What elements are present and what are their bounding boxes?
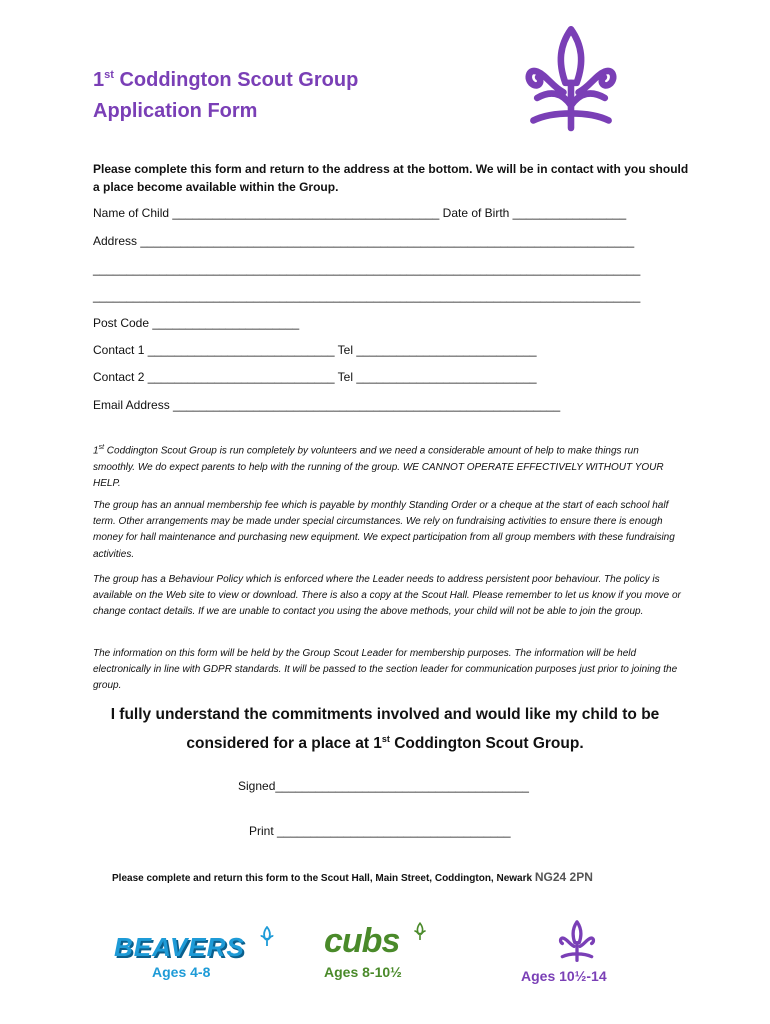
membership-fee-paragraph: The group has an annual membership fee which is payable by monthly Standing Order or a cheque at the start of each school half term. Other arrangements may be made under special circumstances. We rely on fundraising activities to ensure there is enough money for hall maintenance and purchasing new equipment. We expect participation from all group members with these fundraising activities. [93, 500, 675, 560]
print-field[interactable]: Print ___________________________________ [249, 824, 511, 838]
behaviour-policy-paragraph: The group has a Behaviour Policy which is enforced where the Leader needs to address persistent poor behaviour. The policy is available on the Web site to view or download. There is also a copy at the Scout Hall. Please remember to let us know if you move or change contact details. If we are unable to contact you using the above methods, your child will not be able to join the group. [93, 574, 681, 618]
scouts-badge [515, 920, 645, 990]
child-name-dob-field[interactable]: Name of Child ________________________________________ Date of Birth _________________ [93, 206, 627, 220]
volunteer-paragraph: 1st Coddington Scout Group is run completely by volunteers and we need a considerable amount of help to make things run smoothly. We do expect parents to help with the running of the group. WE CANNOT OPERATE EFFECTIVELY WITHOUT YOUR HELP. [93, 444, 664, 489]
scouts-ages-label: Ages 10½-14 [521, 968, 607, 984]
address-line-2-field[interactable]: __________________________________________________________________________________ [93, 262, 641, 276]
beavers-badge [108, 922, 278, 992]
gdpr-paragraph: The information on this form will be held by the Group Scout Leader for membership purposes. The information will be held electronically in line with GDPR standards. It will be passed to the section leader for communication purposes just prior to joining the group. [93, 648, 678, 692]
intro-text: Please complete this form and return to the address at the bottom. We will be in contact with you should a place become available within the Group. [93, 162, 689, 194]
contact-2-field[interactable]: Contact 2 ____________________________ Tel ___________________________ [93, 370, 537, 384]
declaration-text: I fully understand the commitments involved and would like my child to be considered for a place at 1st Coddington Scout Group. [110, 706, 660, 753]
beavers-fleur-icon [258, 926, 276, 948]
signed-field[interactable]: Signed______________________________________ [238, 779, 529, 793]
cubs-badge [320, 920, 440, 990]
scouts-fleur-icon [555, 920, 599, 964]
cubs-logo-text: cubs [324, 922, 400, 960]
email-field[interactable]: Email Address __________________________________________________________ [93, 398, 561, 412]
address-field[interactable]: Address __________________________________________________________________________ [93, 234, 635, 248]
contact-1-field[interactable]: Contact 1 ____________________________ Tel ___________________________ [93, 343, 537, 357]
return-address: Please complete and return this form to the Scout Hall, Main Street, Coddington, Newark NG24 2PN [112, 870, 593, 884]
title-line-2: Application Form [93, 100, 258, 122]
address-line-3-field[interactable]: __________________________________________________________________________________ [93, 289, 641, 303]
beavers-ages-label: Ages 4-8 [152, 964, 211, 980]
post-code-field[interactable]: Post Code ______________________ [93, 316, 300, 330]
title-line-1: 1st Coddington Scout Group [93, 69, 359, 91]
page-title [93, 60, 358, 127]
scout-fleur-de-lis-icon [524, 24, 618, 138]
cubs-ages-label: Ages 8-10½ [324, 964, 402, 980]
beavers-logo-text: BEAVERS [114, 932, 245, 962]
cubs-fleur-icon [412, 922, 428, 942]
